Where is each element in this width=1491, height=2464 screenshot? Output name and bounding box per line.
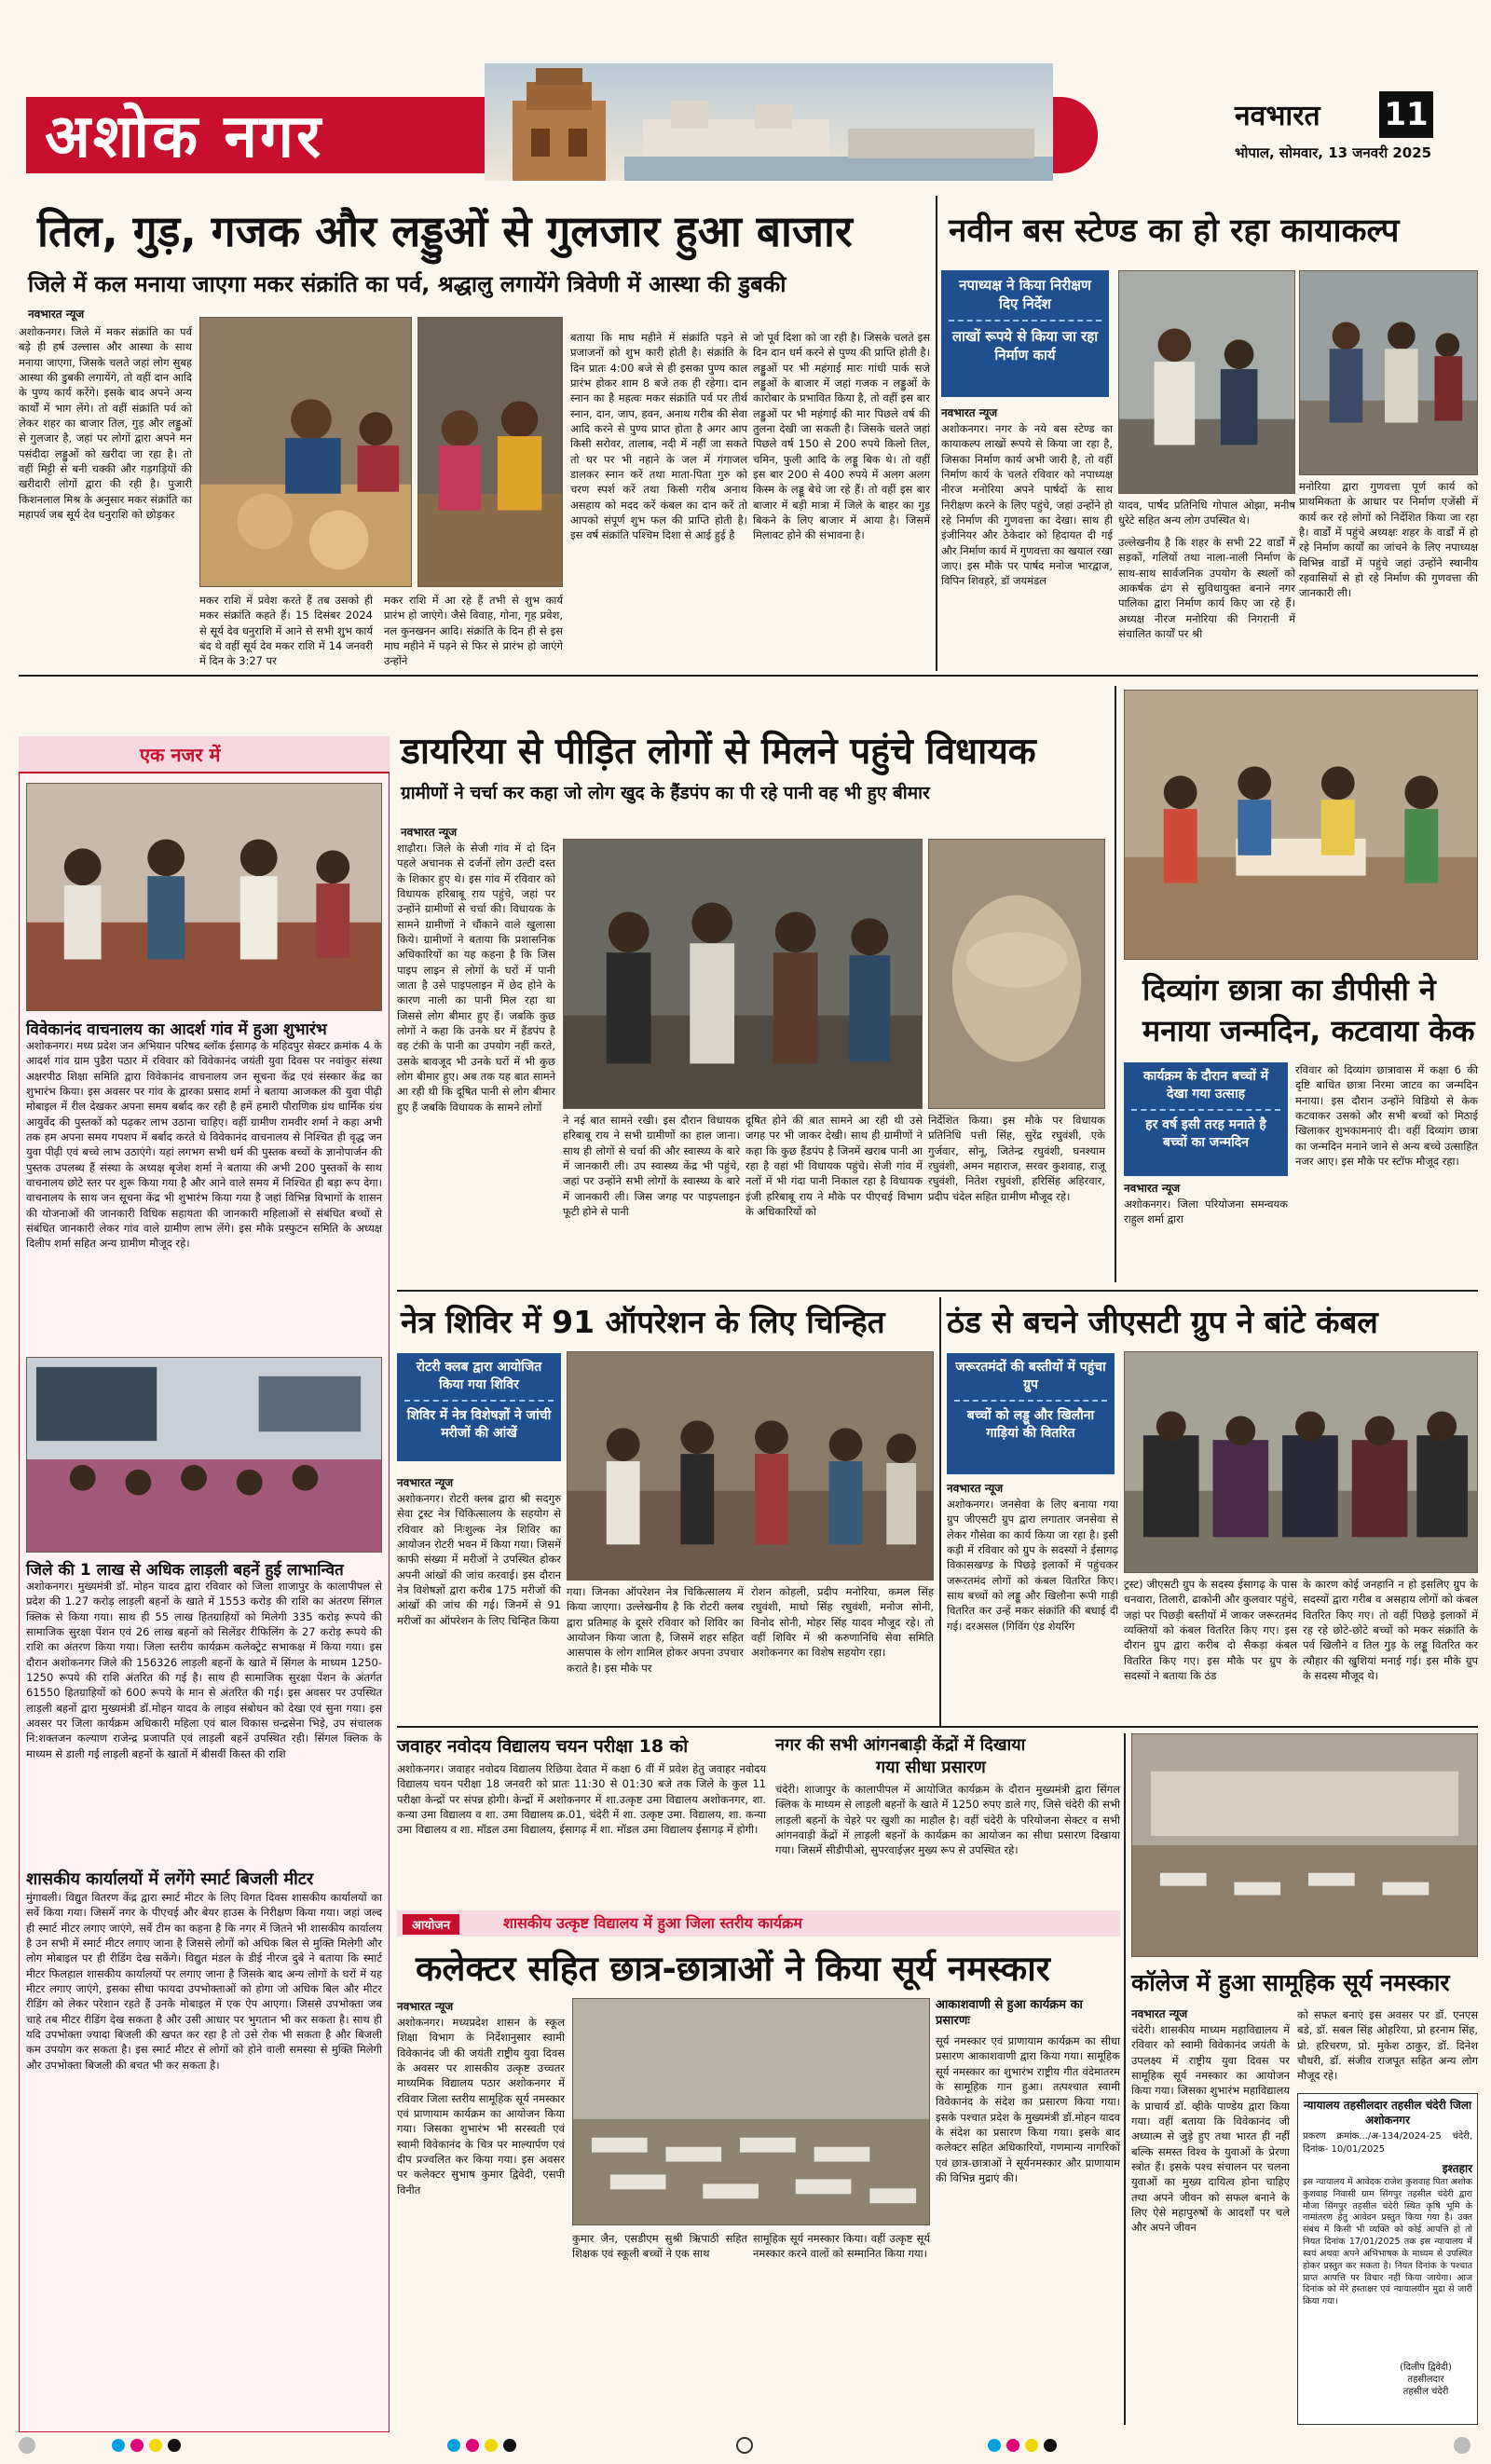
story1-photo-women [417, 317, 563, 587]
story9-byline: नवभारत न्यूज [397, 2000, 454, 2013]
story1-col1: अशोकनगर। जिले में मकर संक्रांति का पर्व बड़े ही हर्ष उल्लास और आस्था के साथ मनाया जाएगा, जिसके चलते जहां लोग सुबह आस्था की डुबकी लगायेंगे, तो वहीं दान आदि के पुण्य कार्य करेंगे। इसके बाद अपने अन्य कार्यों में भाग लेंगे। तो वहीं संक्रांति पर्व को लेकर शहर का बाजार तिल, गुड़ और लड्डुओं से गुलजार है, जहां पर लोगों द्वारा अपने मन पसंदीदा लड्डुओं को खरीदा जा रहा है। तो वहीं मिट्टी से बनी चक्की और गड़गड़ियों की खरीदारी लोगों द्वारा की रही है। पुजारी किशनलाल मिश्र के अनुसार मकर संक्रांति का महापर्व जब सूर्य देव धनुराशि को छोड़कर [19, 325, 192, 521]
story3-col3: दूषित होने की बात सामने आ रही थी उसे जगह पर भी जाकर देखी। साथ ही ग्रामीणों ने कहा कि कुछ हैंडपंप है जिनमें खराब पानी आ रहा है वहां भी विधायक पहुंचे। सेजी गांव में नलों में भी गंदा पानी निकाल रहा है विधायक इंजी हरिबाबू राय ने मौके पर पीएचई विभाग के अधिकारियों को [746, 1114, 923, 1218]
divider [19, 675, 1478, 677]
story7-headline: जवाहर नवोदय विद्यालय चयन परीक्षा 18 को [397, 1736, 689, 1757]
registration-mark [112, 2439, 125, 2452]
story2-headline: नवीन बस स्टेण्ड का हो रहा कायाकल्प [949, 212, 1400, 250]
story6-col2: ट्रस्ट) जीएसटी ग्रुप के सदस्य ईसागढ़ के पास धनवारा, तिलारी, ढाकोनी और कुलवार पहुंचे, जहां पर पिछड़ी बस्तीयों में जाकर जरूरतमंद व्यक्तियों को कंबल वितरित किए गए। इस दौरान ग्रुप द्वारा करीब दो सैकड़ा कंबल वितरित किए गए। इस मौके पर ग्रुप के सदस्यों ने बताया कि ठंड [1124, 1578, 1297, 1682]
section-title: अशोक नगर [45, 103, 324, 171]
story2-photo-busstand [1118, 270, 1295, 494]
story7-text: अशोकनगर। जवाहर नवोदय विद्यालय रिछिया देवात में कक्षा 6 वीं में प्रवेश हेतु जवाहर नवोदय विद्यालय चयन परीक्षा 18 जनवरी को प्रातः 11:30 से 01:30 बजे तक जिले के कुल 11 परीक्षा केन्द्रों पर संपन्न होगी। केन्द्रों में अशोकनगर में शा.उत्कृष्ट उमा विद्यालय अशोकनगर, शा. कन्या उमा विद्यालय व शा. उमा विद्यालय क्र.01, चंदेरी में शा. उत्कृष्ट उमा. विद्यालय, शा. कन्या उमा विद्यालय व शा. मॉडल उमा विद्यालय, ईसागढ़ में शा. मॉडल उमा विद्यालय ईसागढ़ में होगी। [397, 1762, 766, 1837]
story10-col1: चंदेरी। शासकीय माध्यम महाविद्यालय में रविवार को स्वामी विवेकानंद जयंती के उपलक्ष्य में राष्ट्रीय युवा दिवस पर सामूहिक सूर्य नमस्कार का आयोजन किया गया। जिसका शुभारंभ महाविद्यालय के प्राचार्य डॉ. व्हीके पाण्डेय द्वारा किया गया। वहीं बताया कि विवेकानंद जी अध्यात्म से जुड़े हुए तथा भारत ही नहीं बल्कि समस्त विश्व के युवाओं के प्रेरणा स्त्रोत हैं। इसके पश्च संचालन पर चलना युवाओं का मुख्य दायित्व होना चाहिए तथा अपने जीवन को सफल बनाने के लिए ऐसे महापुरुषों के आदर्शों पर चले और अपने जीवन [1131, 2023, 1290, 2235]
registration-mark [447, 2439, 460, 2452]
story8-headline-2: गया सीधा प्रसारण [876, 1758, 986, 1777]
brief-label: एक नजर में [140, 744, 221, 766]
story5-col2: गया। जिनका ऑपरेशन नेत्र चिकित्सालय में किया जाएगा। उल्लेखनीय है कि रोटरी क्लब द्वारा प्रतिमाह के दूसरे रविवार को शिविर का आयोजन किया जाता है, जिसमें शहर सहित आसपास के लोग शामिल होकर अपना उपचार कराते है। इस मौके पर [567, 1585, 744, 1675]
story4-byline: नवभारत न्यूज [1124, 1182, 1181, 1195]
brief-headline-1: विवेकानंद वाचनालय का आदर्श गांव में हुआ शुभारंभ [26, 1020, 327, 1039]
story1-subhead: जिले में कल मनाया जाएगा मकर संक्रांति का पर्व, श्रद्धालु लगायेंगे त्रिवेणी में आस्था की डुबकी [28, 271, 787, 297]
notice-body: इस न्यायालय में आवेदक राजेश कुशवाह पिता अशोक कुशवाह निवासी ग्राम सिंगपुर तहसील चंदेरी द्वारा मौजा सिंगपुर तहसील चंदेरी स्थित कृषि भूमि के नामांतरण हेतु आवेदन प्रस्तुत किया गया है। उक्त संबंध में किसी भी व्यक्ति को कोई आपत्ति हो तो नियत दिनांक 17/01/2025 तक इस न्यायालय में स्वयं अथवा अपने अभिभाषक के माध्यम से उपस्थित होकर प्रस्तुत कर सकता है। नियत दिनांक के पश्चात प्राप्त आपत्ति पर विचार नहीं किया जायेगा। आज दिनांक को मेरे हस्ताक्षर एवं न्यायालयीन मुद्रा से जारी किया गया। [1303, 2177, 1472, 2307]
story2-byline: नवभारत न्यूज [941, 406, 998, 419]
brief-headline-3: शासकीय कार्यालयों में लगेंगे स्मार्ट बिजली मीटर [26, 1869, 314, 1889]
story9-caption-1: कुमार जैन, एसडीएम सुश्री ऋिपाठी सहित शिक्षक एवं स्कूली बच्चों ने एक साथ [572, 2232, 747, 2261]
story4-photo-birthday [1124, 690, 1478, 960]
brief-photo-meeting [26, 1357, 382, 1553]
registration-mark [466, 2439, 479, 2452]
story4-highlight-box [1124, 1062, 1288, 1176]
story6-highlight-box [947, 1353, 1115, 1474]
registration-mark [149, 2439, 162, 2452]
story3-photo-mla [563, 839, 923, 1109]
story10-byline: नवभारत न्यूज [1131, 2007, 1188, 2020]
registration-mark [168, 2439, 181, 2452]
story5-col3: रोशन कोहली, प्रदीप मनोरिया, कमल सिंह रघुवंशी, माधो सिंह रघुवंशी, मनोज सोनी, विनोद सोनी, मोहर सिंह यादव मौजूद रहे। तो वहीं शिविर में श्री करुणानिधि सेवा समिति अशोकनगर का विशेष सहयोग रहा। [751, 1585, 934, 1660]
registration-mark [1044, 2439, 1057, 2452]
story9-kicker: शासकीय उत्कृष्ट विद्यालय में हुआ जिला स्तरीय कार्यक्रम [503, 1914, 802, 1932]
story5-box-line2: शिविर में नेत्र विशेषज्ञों ने जांची मरीजों की आंखें [406, 1407, 552, 1441]
registration-mark [1454, 2437, 1470, 2454]
story3-col2: ने नई बात सामने रखी। इस दौरान विधायक हरिबाबू राय ने सभी ग्रामीणों का हाल जाना। साथ ही लोगों से चर्चा की और स्वास्थ्य के बारे में जानकारी ली। उप स्वास्थ्य केंद्र भी पहुंचे, जहां पर उन्होंने सभी लोगों के स्वास्थ्य के बारे में जानकारी ली। जिस जगह पर पाइपलाइन फूटी होने से पानी [563, 1114, 740, 1218]
story4-col2: रविवार को दिव्यांग छात्रावास में कक्षा 6 की दृष्टि बाधित छात्रा निरमा जाटव का जन्मदिन मनाया। इस दौरान उन्होंने विडियो से केक कटवाकर उसको और सभी बच्चों को मिठाई खिलाकर शुभकामनाएं दी। वहीं दिव्यांग छात्रा का जन्मदिन मनाने जाने से अन्य बच्चे उत्साहित नजर आए। इस मौके पर स्टॉफ मौजूद रहा। [1295, 1063, 1478, 1168]
story2-photo-site [1299, 270, 1478, 475]
registration-mark [130, 2439, 144, 2452]
notice-signature [1379, 2361, 1472, 2398]
masthead-photo [485, 63, 1053, 181]
divider [397, 1726, 1478, 1728]
story6-photo-blankets [1124, 1351, 1478, 1573]
story8-headline-1: नगर की सभी आंगनबाड़ी केंद्रों में दिखाया [775, 1735, 1026, 1755]
divider [1115, 686, 1116, 1282]
masthead [0, 58, 1491, 188]
brief-text-3: मुंगावली। विद्युत वितरण केंद्र द्वारा स्मार्ट मीटर के लिए विगत दिवस शासकीय कार्यालयों का सर्वे किया गया। जिसमें नगर के पीएचई और बेयर हाउस के निरीक्षण किया गया। जहां जल्द ही स्मार्ट मीटर लगाए जाएंगे, सर्वे टीम का कहना है कि नगर में जितने भी शासकीय कार्यालय है उन सभी में स्मार्ट मीटर लगाए जाना है जिससे लोगों को अधिक बिल से मुक्ति मिलेगी और लोग मोबाइल पर ही रीडिंग देख सकेंगे। विद्युत मंडल के डीई नीरज दुबे ने बताया कि स्मार्ट मीटर फिलहाल शासकीय कार्यालयों पर लगाए जाना है जिसके बाद अन्य लोगों के घरों में यह मीटर लगाए जाएंगे, इसका सीधा फायदा उपभोक्ताओं को होगा जो अधिक बिल और मीटर रीडिंग को लेकर परेशान रहते हैं उनके मोबाइल में एक ऐप आएगा। जिससे उपभोक्ता जब चाहे तब मीटर रीडिंग देख सकता है और उसी आधार पर भुगतान भी कर सकता है। साथ ही यदि उपभोक्ता ज्यादा बिजली की खपत कर रहा है तो उसे रोक भी सकता है और बिजली कम उपयोग कर सकता है। इस स्मार्ट मीटर से लोगों को होने वाली समस्या से मुक्ति मिलेगी और उपभोक्ता बिजली की बचत भी कर सकता है। [26, 1891, 382, 2072]
divider [1124, 1733, 1126, 2425]
story2-box-line2: लाखों रूपये से किया जा रहा निर्माण कार्य [951, 327, 1099, 363]
story1-col5: जो पूर्व दिशा को जा रही है। जिसके चलते इस दिन दान धर्म करने से पुण्य की प्राप्ति होती है। लड्डुओं पर भी महंगाई मारः गांधी पार्क सजे लड्डुओं के बाजार में जहां गजक न लड्डुओं के कारोबार के प्रभावित किया है, तो वहीं इस बार लड्डुओं पर भी महंगाई की मार पिछले वर्ष की तुलना देखी जा सकती है। जिसके चलते जहां पिछले वर्ष 150 से 200 रुपये किलो तिल, चमिन, फुली आदि के लड्डू बिक थे। तो वहीं इस बार 200 से 400 रुपये में अलग अलग किस्म के लड्डू बेचे जा रहे हैं। तो वहीं इस बार बाजार में बड़ी मात्रा में जिले के बाहर का गुड़ बिकने के लिए बाजार में आया है। जिसमें मिलावट होने की संभावना है। [753, 331, 930, 542]
story1-byline: नवभारत न्यूज [28, 308, 85, 321]
story1-headline: तिल, गुड़, गजक और लड्डुओं से गुलजार हुआ बाजार [37, 206, 853, 256]
notice-sign-office: तहसील चंदेरी [1402, 2387, 1449, 2397]
divider [397, 1290, 1478, 1292]
story6-col1: अशोकनगर। जनसेवा के लिए बनाया गया ग्रुप जीएसटी ग्रुप द्वारा लगातार जनसेवा से लेकर गौसेवा का कार्य किया जा रहा है। इसी कड़ी में रविवार को ग्रुप के सदस्यों ने ईसागढ़ विकासखण्ड के पिछड़े इलाकों में पहुंचकर जरूरतमंद लोगों को कंबल वितरित किए। साथ बच्चों को लड्डू और खिलौना रूपी गाड़ी वितरित कर उन्हें मकर संक्रांति की बधाई दी गई। दरअसल (गिविंग एंड शेयरिंग [947, 1498, 1118, 1633]
story1-photo-market [199, 317, 412, 587]
brief-headline-2: जिले की 1 लाख से अधिक लाड़ली बहनें हुई लाभान्वित [26, 1561, 344, 1580]
story4-headline-1: दिव्यांग छात्रा का डीपीसी ने [1142, 972, 1436, 1007]
story10-col2: को सफल बनाएं इस अवसर पर डॉ. एनएस बडे, डॉ. सबल सिंह ओहरिया, प्रो हरनाम सिंह, प्रो. हरिचरण, प्रो. मुकेश ठाकुर, डॉ. दिनेश चौधरी, डॉ. संजीव राजपूत सहित अन्य लोग मौजूद रहे। [1297, 2008, 1478, 2083]
registration-mark [503, 2439, 516, 2452]
brief-text-1: अशोकनगर। मध्य प्रदेश जन अभियान परिषद ब्लॉक ईसागढ़ के महिदपुर सेक्टर क्रमांक 4 के आदर्श गांव ग्राम पुडैरा पठार में रविवार को विवेकानंद जयंती युवा दिवस पर नवांकुर संस्था अक्षरपीठ शिक्षा समिति द्वारा विवेकानंद वाचनालय जन सूचना केंद्र एवं संस्कार केंद्र का शुभारंभ किया। इस अवसर पर गांव के द्वारका प्रसाद शर्मा ने बताया आजकल की युवा पीढ़ी मोबाइल में रील देखकर अपना समय बर्बाद कर रही है हमें हमारी पौराणिक ग्रंथ धार्मिक ग्रंथ आयुर्वेद की पुस्तकों को पढ़कर लाभ उठाना चाहिए। वहीं ग्रामीण रामवीर शर्मा ने कहा अभी तक हम अपना समय गपशप में बर्बाद करते थे विवेकानंद वाचनालय से निश्चित ही वृद्ध जन युवा पीढ़ी एवं बच्चे लाभ उठाएंगे। यहां लगभग सभी धर्म की पुस्तक बच्चों के ज्ञानोपार्जन की पुस्तक उपलब्ध हैं संस्था के अध्यक्ष बृजेश शर्मा ने बताया की अभी 200 पुस्तकों के साथ वाचनालय छोटे स्तर पर शुरू किया गया है और आने वाले समय में निश्चित ही बड़ा रूप देगा। वाचनालय के साथ जन सूचना केंद्र भी शुभारंभ किया गया है जहां विभिन्न विभागों के शासन की योजनाओं की जानकारी विधिक सहायता की जानकारी महिलाओं से संबंधित बच्चों से संबंधित जानकारी लेकर गांव वाले ग्रामीण लाभ लेंगे। इस मौके प्रस्फुटन समिति के अध्यक्ष दिलीप शर्मा सहित अन्य ग्रामीण मौजूद रहे। [26, 1039, 382, 1251]
registration-mark [736, 2437, 753, 2454]
story2-highlight-box [941, 270, 1109, 397]
story6-col3: के कारण कोई जनहानि न हो इसलिए ग्रुप के सदस्यों द्वारा गरीब व असहाय लोगों को कंबल वितरित किए गए। तो वहीं पिछड़े इलाकों में रह रहे छोटे-छोटे बच्चों को मकर संक्रांति के पर्व खिलौने व तिल गुड़ के लड्डू वितरित कर त्यौहार की खुशियां मनाई गई। इस मौके ग्रुप के सदस्य मौजूद थे। [1303, 1578, 1478, 1682]
notice-title: न्यायालय तहसीलदार तहसील चंदेरी जिला अशोकनगर [1303, 2099, 1472, 2127]
story2-box-line1: नपाध्यक्ष ने किया निरीक्षण दिए निर्देश [959, 277, 1091, 313]
registration-mark [485, 2439, 498, 2452]
paper-name: नवभारत [1235, 100, 1320, 132]
story4-col1: अशोकनगर। जिला परियोजना समन्वयक राहुल शर्मा द्वारा [1124, 1198, 1288, 1226]
story8-text: चंदेरी। शाजापुर के कालापीपल में आयोजित कार्यक्रम के दौरान मुख्यमंत्री द्वारा सिंगल क्लिक के माध्यम से लाड़ली बहनों के खाते में 1250 रुपए डाले गए, जिसे चंदेरी की सभी लाड़ली बहनों के चेहरे पर खुशी का माहौल है। वहीं चंदेरी के परियोजना सेक्टर व सभी आंगनवाड़ी केंद्रों में लाड़ली बहनों के कार्यक्रम का आयोजन का सीधा प्रसारण दिखाया गया। जिसमें सीडीपीओ, सुपरवाईज़र मुख्य रूप से उपस्थित रहे। [775, 1783, 1120, 1857]
notice-sign-title: तहसीलदार [1407, 2375, 1444, 2385]
story2-col3: मनोरिया द्वारा गुणवत्ता पूर्ण कार्य को प्राथमिकता के आधार पर निर्माण एजेंसी में कार्य कर रहे लोगों को निर्देशित किया जा रहा है। वार्डों में पहुंचे अध्यक्षः शहर के वार्डों में हो रहे निर्माण कार्यों का जांचने के लिए नपाध्यक्ष विभिन्न वार्डों में पहुंचे जहां उन्होंने स्थानीय रहवासियों से हो रहे निर्माण की गुणवत्ता की जानकारी ली। [1299, 480, 1478, 600]
story4-box-line2: हर वर्ष इसी तरह मनाते है बच्चों का जन्मदिन [1145, 1116, 1266, 1150]
story3-photo-water [928, 839, 1105, 1109]
story9-col1: अशोकनगर। मध्यप्रदेश शासन के स्कूल शिक्षा विभाग के निर्देशानुसार स्वामी विवेकानंद जी की जयंती राष्ट्रीय युवा दिवस के अवसर पर शासकीय उत्कृष्ट उच्चतर माध्यमिक विद्यालय पठार अशोकनगर में रविवार जिला स्तरीय सामूहिक सूर्य नमस्कार एवं प्राणायाम कार्यक्रम का आयोजन किया गया। जिसका शुभारंभ भी सरस्वती एवं स्वामी विवेकानंद के चित्र पर माल्यार्पण एवं दीप प्रज्वलित कर किया गया। इस अवसर पर कलेक्टर सुभाष कुमार द्विवेदी, एसपी विनीत [397, 2016, 565, 2197]
story10-photo-college [1131, 1733, 1478, 1957]
story1-col2: मकर राशि में प्रवेश करते हैं तब उसको ही मकर संक्रांति कहते हैं। 15 दिसंबर 2024 से सूर्य देव धनुराशि में आने से सभी शुभ कार्य बंद थे वहीं सूर्य देव मकर राशि में 14 जनवरी में दिन के 3:27 पर [199, 594, 373, 668]
story1-col4: बताया कि माघ महीने में संक्रांति पड़ने से प्रजाजनों को शुभ कारी होती है। संक्रांति के दिन प्रातः 4:00 बजे से ही इसका पुण्य काल प्रारंभ होकर शाम 8 बजे तक ही रहेगा। दान स्नान का है महत्वः मकर संक्रांति पर्व पर तीर्थ स्नान, दान, जाप, हवन, अनाथ गरीब की सेवा आदि करने से पुण्य प्राप्त होता है अगर आप किसी सरोवर, तालाब, नदी में नहीं जा सकते तो घर पर भी नहाने के जल में गंगाजल डालकर स्नान करें तथा माता-पिता गुरु को चरण स्पर्श करें तथा किसी गरीब अनाथ असहाय को मदद करें कंबल का दान करें तो आपको संपूर्ण शुभ फल की प्राप्ति होती है। इस वर्ष संक्रांति पश्चिम दिशा से आई हुई है [570, 331, 747, 542]
story9-tag: आयोजन [403, 1914, 459, 1935]
story5-photo-eyecamp [567, 1351, 934, 1581]
brief-text-2: अशोकनगर। मुख्यमंत्री डॉ. मोहन यादव द्वारा रविवार को जिला शाजापुर के कालापीपल से प्रदेश की 1.27 करोड़ लाड़ली बहनों के खाते में 1553 करोड़ की राशि का अंतरण सिंगल क्लिक से किया गया। साथ ही 55 लाख हितग्राहियों को मिलेगी 335 करोड़ रूपये की सामाजिक सुरक्षा पेंशन एवं 26 लाख बहनों को सिलेंडर रीफिलिंग के 27 करोड़ रूपये की राशि का अंतरण किया गया। जिला स्तरीय कार्यक्रम कलेक्ट्रेट सभाकक्ष में किया गया। इस दौरान अशोकनगर जिले की 156326 लाड़ली बहनों के खाते में सिंगल के माध्यम 1250-1250 रूपये की राशि अंतरित की गई है। साथ ही सामाजिक सुरक्षा पेंशन के अंतर्गत 61550 हितग्राहियों को 600 रूपये के मान से अंतरित की गई। इस अवसर पर उपस्थित लाड़ली बहनों द्वारा मुख्यमंत्री डॉ.मोहन यादव के लाइव संबोधन को देखा एवं सुना गया। इस अवसर पर जिला कार्यक्रम अधिकारी महिला एवं बाल विकास चन्द्रसेना भिड़े, उप संचालक नि:शक्तजन कल्याण राजेन्द्र प्रजापति एवं लाड़ली बहनें उपस्थित रही। सिंगल क्लिक के माध्यम से डाली गई लाड़ली बहनों के खातों में बीसवीं किस्त की राशि [26, 1580, 382, 1760]
registration-mark [19, 2437, 35, 2454]
story3-headline: डायरिया से पीड़ित लोगों से मिलने पहुंचे विधायक [401, 731, 1036, 773]
story3-subhead: ग्रामीणों ने चर्चा कर कहा जो लोग खुद के हैंडपंप का पी रहे पानी वह भी हुए बीमार [401, 783, 930, 803]
story9-caption-2: सामूहिक सूर्य नमस्कार किया। वहीं उत्कृष्ट सूर्य नमस्कार करने वालों को सम्मानित किया गया। [753, 2232, 930, 2261]
divider [936, 196, 937, 671]
story3-col1: शाढ़ौरा। जिले के सेजी गांव में दो दिन पहले अचानक से दर्जनों लोग उल्टी दस्त के शिकार हुए थे। इस गांव में रविवार को विधायक हरिबाबू राय पहुंचे, जहां पर उन्होंने ग्रामीणों से चर्चा की। विधायक के सामने ग्रामीणों ने चौंकाने वाले खुलासा किये। ग्रामीणों ने बताया कि प्रशासनिक अधिकारियों का यह कहना है कि जिस पाइप लाइन से लोगों के घरों में पानी जाता है उसे पाइपलाइन में छेद होने के कारण नाली का पानी मिल रहा था जिससे लोग बीमार हुए हैं। जबकि कुछ लोगों ने कहा कि उनके घर में हैंडपंप है वह टंकी के पानी का उपयोग नहीं करते, उसके बावजूद भी उनके घरों में भी कुछ लोग बीमार हुए। अब तक यह बात सामने आ रही थी कि दूषित पानी से लोग बीमार हुए हैं जबकि विधायक के सामने लोगों [397, 842, 555, 1114]
story2-col2: उल्लेखनीय है कि शहर के सभी 22 वार्डों में सड़कों, गलियों तथा नाला-नाली निर्माण के साथ-साथ सार्वजनिक उपयोग के स्थलों को आकर्षक ढंग से सुविधायुक्त बनाने नगर पालिका द्वारा निर्माण कार्य किए जा रहे हैं। अध्यक्ष नीरज मनोरिया की निगरानी में संचालित कार्यों पर श्री [1118, 536, 1295, 640]
story3-col4: निर्देशित किया। इस मौके पर विधायक प्रतिनिधि पत्ती सिंह, सुरेंद्र रघुवंशी, एके गुर्जवार, सोनू, जितेन्द्र रघुवंशी, घनश्याम रघुवंशी, अमन महाराज, सरवर कुशवाह, राजू रघुवंशी, नितेश रघुवंशी, हरिसिंह अहिरवार, प्रदीप चंदेल सहित ग्रामीण मौजूद रहे। [928, 1114, 1105, 1203]
registration-mark [1006, 2439, 1019, 2452]
page-number: 11 [1384, 96, 1429, 133]
notice-label: इश्तहार [1442, 2162, 1472, 2175]
divider [939, 1297, 941, 1726]
registration-mark [1025, 2439, 1038, 2452]
story1-col3: मकर राशि में आ रहे हैं तभी से शुभ कार्य प्रारंभ हो जाएंगे। जैसे विवाह, गोना, गृह प्रवेश, नल कुनखनन आदि। संक्रांति के दिन ही से इस माघ महीने में पड़ने से फिर से प्रारंभ हो जाएंगे उन्होंने [384, 594, 563, 668]
story9-col2-head: आकाशवाणी से हुआ कार्यक्रम का प्रसारणः [936, 1998, 1083, 2028]
story6-headline: ठंड से बचने जीएसटी ग्रुप ने बांटे कंबल [947, 1304, 1378, 1340]
story6-byline: नवभारत न्यूज [947, 1482, 1004, 1495]
story4-box-line1: कार्यक्रम के दौरान बच्चों में देखा गया उत्साह [1142, 1069, 1269, 1102]
brief-photo-library [26, 783, 382, 1011]
story2-col1: अशोकनगर। नगर के नये बस स्टेण्ड का कायाकल्प लाखों रूपये से किया जा रहा है, जिसका निर्माण कार्य अभी जारी है, तो वहीं निर्माण कार्य के चलते रविवार को नपाध्यक्ष नीरज मनोरिया अपने पार्षदों के साथ निरीक्षण करने के लिए पहुंचे, जहां उन्होंने हो रहे निर्माण की गुणवत्ता का देखा। साथ ही इंजीनियर और ठेकेदार को हिदायत दी गई और निर्माण कार्य में गुणवत्ता का खयाल रखा जाए। इस मौके पर पार्षद मनोज भारद्वाज, विपिन शिवहरे, डॉ जयमंडल [941, 422, 1113, 588]
notice-meta: प्रकरण क्रमांक.../अ-134/2024-25 चंदेरी, दिनांक- 10/01/2025 [1303, 2131, 1472, 2156]
story9-headline: कलेक्टर सहित छात्र-छात्राओं ने किया सूर्य नमस्कार [416, 1949, 1050, 1989]
story5-col1: अशोकनगर। रोटरी क्लब द्वारा श्री सदगुरु सेवा ट्रस्ट नेत्र चिकित्सालय के सहयोग से रविवार को निःशुल्क नेत्र शिविर का आयोजन रोटरी भवन में किया गया। जिसमें काफी संख्या में मरीजों ने उपस्थित होकर अपनी आंखों की जांच करवाई। इस दौरान नेत्र विशेषज्ञों द्वारा करीब 175 मरीजों की आंखों की जांच की गई। जिनमें से 91 मरीजों का ऑपरेशन के लिए चिन्हित किया [397, 1492, 561, 1627]
story10-headline: कॉलेज में हुआ सामूहिक सूर्य नमस्कार [1131, 1969, 1450, 1996]
story5-highlight-box [397, 1353, 561, 1461]
story4-headline-2: मनाया जन्मदिन, कटवाया केक [1142, 1013, 1475, 1048]
dateline: भोपाल, सोमवार, 13 जनवरी 2025 [1235, 144, 1432, 161]
story2-caption: यादव, पार्षद प्रतिनिधि गोपाल ओझा, मनीष धुरेटे सहित अन्य लोग उपस्थित थे। [1118, 499, 1295, 527]
story3-byline: नवभारत न्यूज [401, 826, 458, 839]
registration-mark [988, 2439, 1001, 2452]
story9-col2: सूर्य नमस्कार एवं प्राणायाम कार्यक्रम का सीधा प्रसारण आकाशवाणी द्वारा किया गया। सामूहिक सूर्य नमस्कार का शुभारंभ राष्ट्रीय गीत वंदेमातरम के सामूहिक गान हुआ। तत्पश्चात स्वामी विवेकानंद के संदेश का प्रसारण किया गया। इसके पश्चात प्रदेश के मुख्यमंत्री डॉ.मोहन यादव के संदेश का प्रसारण किया गया। इसके बाद कलेक्टर सहित अधिकारियों, गणमान्य नागरिकों एवं छात्र-छात्राओं ने सूर्यनमस्कार और प्राणायाम की विभिन्न मुद्राएं की। [936, 2034, 1120, 2184]
story5-headline: नेत्र शिविर में 91 ऑपरेशन के लिए चिन्हित [401, 1304, 885, 1340]
story6-box-line2: बच्चों को लड्डू और खिलौना गाड़ियां की वितरित [966, 1407, 1095, 1441]
story5-byline: नवभारत न्यूज [397, 1476, 454, 1489]
story6-box-line1: जरूरतमंदों की बस्तीयों में पहुंचा ग्रुप [955, 1360, 1106, 1392]
story5-box-line1: रोटरी क्लब द्वारा आयोजित किया गया शिविर [416, 1360, 542, 1392]
story9-photo-suryanamaskar [572, 1998, 930, 2225]
notice-sign-name: (दिलीप द्विवेदी) [1400, 2362, 1452, 2373]
